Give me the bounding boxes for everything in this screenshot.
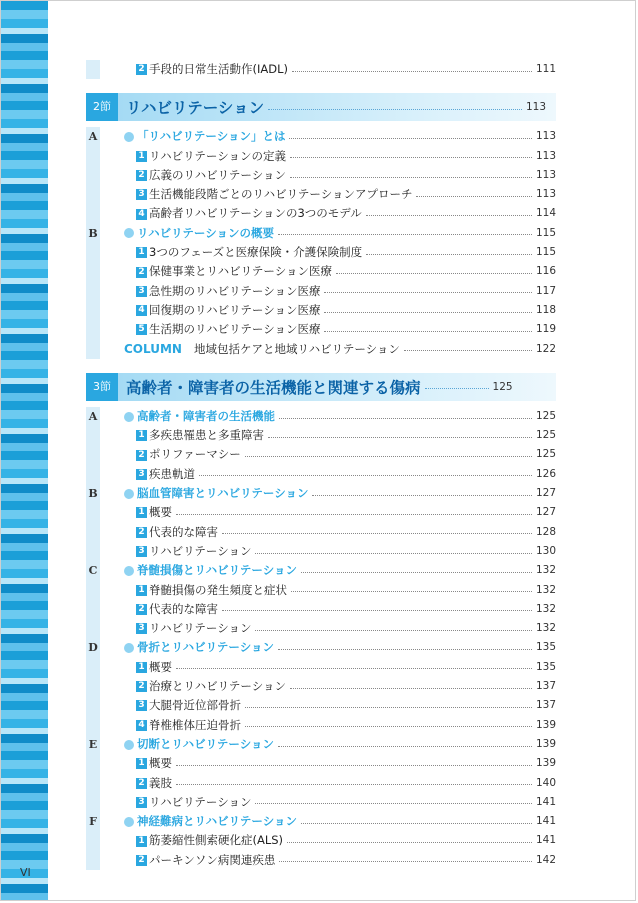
dot-leader bbox=[245, 707, 532, 708]
column-label: COLUMN bbox=[124, 341, 182, 356]
item-number-badge: 2 bbox=[136, 527, 147, 538]
gutter-band bbox=[86, 793, 100, 812]
toc-item[interactable] bbox=[86, 696, 556, 715]
toc-item[interactable] bbox=[86, 503, 556, 522]
item-page-number: 115 bbox=[535, 246, 556, 259]
gutter-band bbox=[86, 503, 100, 522]
dot-leader bbox=[278, 234, 532, 235]
gutter-band bbox=[86, 696, 100, 715]
toc-item[interactable] bbox=[86, 542, 556, 561]
gutter-band bbox=[86, 831, 100, 850]
toc-item-entry bbox=[136, 204, 556, 223]
column-title: 地域包括ケアと地域リハビリテーション bbox=[193, 341, 400, 356]
item-page-number: 139 bbox=[535, 757, 556, 770]
item-page-number: 128 bbox=[535, 525, 556, 538]
dot-leader bbox=[278, 746, 532, 747]
group-letter: B bbox=[88, 487, 98, 501]
toc-item[interactable] bbox=[86, 716, 556, 735]
gutter-band bbox=[86, 60, 100, 79]
toc-group-entry bbox=[124, 127, 556, 146]
item-number-badge: 5 bbox=[136, 324, 147, 335]
item-label: リハビリテーション bbox=[149, 543, 252, 558]
dot-leader bbox=[324, 312, 531, 313]
toc-item[interactable] bbox=[86, 754, 556, 773]
item-number-badge: 3 bbox=[136, 700, 147, 711]
section-heading[interactable] bbox=[86, 373, 556, 401]
item-number-badge: 2 bbox=[136, 681, 147, 692]
gutter-band bbox=[86, 166, 100, 185]
toc-item-entry bbox=[136, 793, 556, 812]
section-label: 2節 bbox=[86, 93, 118, 121]
toc-item-entry bbox=[136, 320, 556, 339]
item-label: 疾患軌道 bbox=[149, 466, 195, 481]
toc-item-entry bbox=[136, 523, 556, 542]
item-page-number: 126 bbox=[535, 467, 556, 480]
group-letter: A bbox=[88, 409, 98, 423]
dot-leader bbox=[425, 388, 489, 389]
toc-item-entry bbox=[136, 542, 556, 561]
toc-item-entry bbox=[136, 677, 556, 696]
gutter-band bbox=[86, 465, 100, 484]
dot-leader bbox=[222, 533, 532, 534]
toc-item[interactable] bbox=[86, 426, 556, 445]
dot-leader bbox=[199, 475, 532, 476]
dot-leader bbox=[279, 418, 532, 419]
toc-item-entry bbox=[136, 301, 556, 320]
item-label: 概要 bbox=[149, 505, 172, 520]
item-number-badge: 2 bbox=[136, 778, 147, 789]
group-page-number: 115 bbox=[535, 226, 556, 239]
group-letter: A bbox=[88, 130, 98, 144]
item-page-number: 132 bbox=[535, 583, 556, 596]
circle-bullet-icon bbox=[124, 228, 134, 238]
dot-leader bbox=[255, 630, 531, 631]
group-page-number: 139 bbox=[535, 737, 556, 750]
toc-item-entry bbox=[136, 166, 556, 185]
toc-group-heading[interactable] bbox=[86, 561, 556, 580]
toc-item-entry bbox=[136, 262, 556, 281]
gutter-band bbox=[86, 619, 100, 638]
gutter-band bbox=[86, 677, 100, 696]
item-number-badge: 3 bbox=[136, 623, 147, 634]
toc-item[interactable] bbox=[86, 600, 556, 619]
toc-group-entry bbox=[124, 224, 556, 243]
item-label: 大腿骨近位部骨折 bbox=[149, 698, 241, 713]
toc-group-entry bbox=[124, 735, 556, 754]
toc-item[interactable] bbox=[86, 243, 556, 262]
toc-item[interactable] bbox=[86, 282, 556, 301]
item-number-badge: 1 bbox=[136, 507, 147, 518]
item-label: 治療とリハビリテーション bbox=[149, 679, 286, 694]
dot-leader bbox=[279, 861, 532, 862]
toc-item-entry bbox=[136, 851, 556, 870]
dot-leader bbox=[301, 572, 532, 573]
toc-item-entry bbox=[136, 503, 556, 522]
dot-leader bbox=[176, 784, 532, 785]
toc-item[interactable] bbox=[86, 204, 556, 223]
toc-item[interactable] bbox=[86, 262, 556, 281]
toc-item[interactable] bbox=[86, 793, 556, 812]
dot-leader bbox=[324, 331, 531, 332]
item-page-number: 113 bbox=[535, 168, 556, 181]
dot-leader bbox=[416, 196, 531, 197]
dot-leader bbox=[290, 157, 532, 158]
item-number-badge: 2 bbox=[136, 855, 147, 866]
group-title: 高齢者・障害者の生活機能 bbox=[137, 408, 275, 423]
gutter-band bbox=[86, 851, 100, 870]
item-page-number: 132 bbox=[535, 622, 556, 635]
toc-item[interactable] bbox=[86, 301, 556, 320]
gutter-band bbox=[86, 581, 100, 600]
item-number-badge: 3 bbox=[136, 469, 147, 480]
group-title: リハビリテーションの概要 bbox=[137, 225, 274, 240]
item-number-badge: 1 bbox=[136, 247, 147, 258]
gutter-band bbox=[86, 658, 100, 677]
item-label: 代表的な障害 bbox=[149, 601, 218, 616]
dot-leader bbox=[255, 553, 531, 554]
toc-item[interactable] bbox=[86, 658, 556, 677]
group-letter: D bbox=[88, 641, 98, 655]
item-page-number: 119 bbox=[535, 323, 556, 336]
section-title: リハビリテーション bbox=[126, 99, 265, 118]
toc-item[interactable] bbox=[86, 774, 556, 793]
item-page-number: 125 bbox=[535, 429, 556, 442]
item-page-number: 114 bbox=[535, 207, 556, 220]
dot-leader bbox=[287, 842, 532, 843]
item-label: 脊髄損傷の発生頻度と症状 bbox=[149, 582, 287, 597]
dot-leader bbox=[245, 726, 532, 727]
item-label: 高齢者リハビリテーションの3つのモデル bbox=[149, 206, 362, 221]
toc-item-entry bbox=[136, 619, 556, 638]
item-number-badge: 1 bbox=[136, 430, 147, 441]
item-page-number: 113 bbox=[535, 188, 556, 201]
circle-bullet-icon bbox=[124, 643, 134, 653]
toc-group-entry bbox=[124, 812, 556, 831]
toc-item[interactable] bbox=[86, 147, 556, 166]
item-label: リハビリテーション bbox=[149, 794, 252, 809]
gutter-band bbox=[86, 320, 100, 339]
group-letter: F bbox=[89, 815, 97, 829]
group-page-number: 141 bbox=[535, 815, 556, 828]
toc-group-heading[interactable] bbox=[86, 638, 556, 657]
group-page-number: 113 bbox=[535, 130, 556, 143]
item-label: 概要 bbox=[149, 659, 172, 674]
toc-item[interactable] bbox=[86, 581, 556, 600]
item-page-number: 118 bbox=[535, 303, 556, 316]
item-number-badge: 4 bbox=[136, 209, 147, 220]
dot-leader bbox=[336, 273, 532, 274]
gutter-band bbox=[86, 301, 100, 320]
item-label: 広義のリハビリテーション bbox=[149, 167, 286, 182]
toc-item-entry bbox=[136, 243, 556, 262]
item-label: ポリファーマシー bbox=[149, 447, 241, 462]
decorative-side-stripe bbox=[1, 1, 48, 900]
group-page-number: 132 bbox=[535, 564, 556, 577]
item-page-number: 142 bbox=[535, 853, 556, 866]
item-number-badge: 2 bbox=[136, 604, 147, 615]
group-title: 脊髄損傷とリハビリテーション bbox=[137, 563, 297, 578]
item-label: 回復期のリハビリテーション医療 bbox=[149, 302, 321, 317]
item-number-badge: 1 bbox=[136, 662, 147, 673]
toc-item-entry bbox=[136, 147, 556, 166]
toc-item-entry bbox=[136, 185, 556, 204]
item-number-badge: 3 bbox=[136, 546, 147, 557]
item-page-number: 130 bbox=[535, 544, 556, 557]
toc-item-entry bbox=[136, 600, 556, 619]
item-label: 急性期のリハビリテーション医療 bbox=[149, 283, 321, 298]
group-letter: C bbox=[88, 564, 98, 578]
toc-item[interactable] bbox=[86, 619, 556, 638]
dot-leader bbox=[312, 495, 531, 496]
item-label: 3つのフェーズと医療保険・介護保険制度 bbox=[149, 245, 363, 260]
gutter-band bbox=[86, 523, 100, 542]
item-number-badge: 1 bbox=[136, 836, 147, 847]
toc-item[interactable] bbox=[86, 677, 556, 696]
group-page-number: 125 bbox=[535, 409, 556, 422]
toc-group-heading[interactable] bbox=[86, 735, 556, 754]
item-label: 生活期のリハビリテーション医療 bbox=[149, 322, 321, 337]
dot-leader bbox=[222, 610, 532, 611]
toc-group-heading[interactable] bbox=[86, 127, 556, 146]
item-number-badge: 1 bbox=[136, 758, 147, 769]
item-number-badge: 3 bbox=[136, 286, 147, 297]
toc-item-entry bbox=[136, 774, 556, 793]
item-label: 脊椎椎体圧迫骨折 bbox=[149, 717, 241, 732]
group-page-number: 135 bbox=[535, 641, 556, 654]
item-label: 多疾患罹患と多重障害 bbox=[149, 428, 264, 443]
circle-bullet-icon bbox=[124, 132, 134, 142]
group-title: 切断とリハビリテーション bbox=[137, 736, 274, 751]
dot-leader bbox=[268, 437, 532, 438]
item-label: 代表的な障害 bbox=[149, 524, 218, 539]
group-letter: E bbox=[88, 737, 98, 751]
dot-leader bbox=[278, 649, 532, 650]
item-page-number: 125 bbox=[535, 448, 556, 461]
toc-item[interactable] bbox=[86, 445, 556, 464]
circle-bullet-icon bbox=[124, 566, 134, 576]
gutter-band bbox=[86, 445, 100, 464]
item-page-number: 117 bbox=[535, 284, 556, 297]
toc-group-entry bbox=[124, 484, 556, 503]
item-number-badge: 4 bbox=[136, 720, 147, 731]
item-page-number: 139 bbox=[535, 718, 556, 731]
page-number: VI bbox=[20, 866, 31, 879]
item-label: リハビリテーション bbox=[149, 621, 252, 636]
gutter-band bbox=[86, 426, 100, 445]
toc-item[interactable] bbox=[86, 523, 556, 542]
dot-leader bbox=[255, 803, 531, 804]
table-of-contents bbox=[86, 60, 556, 870]
toc-column-entry[interactable] bbox=[86, 340, 556, 359]
toc-item-entry bbox=[136, 426, 556, 445]
circle-bullet-icon bbox=[124, 740, 134, 750]
circle-bullet-icon bbox=[124, 489, 134, 499]
gutter-band bbox=[86, 774, 100, 793]
toc-item-entry bbox=[136, 282, 556, 301]
gutter-band bbox=[86, 147, 100, 166]
item-number-badge: 3 bbox=[136, 797, 147, 808]
item-label: 生活機能段階ごとのリハビリテーションアプローチ bbox=[149, 187, 413, 202]
gutter-band bbox=[86, 243, 100, 262]
toc-group-entry bbox=[124, 638, 556, 657]
toc-item-entry bbox=[136, 831, 556, 850]
item-number-badge: 2 bbox=[136, 450, 147, 461]
dot-leader bbox=[290, 177, 532, 178]
item-page-number: 132 bbox=[535, 602, 556, 615]
item-label: 筋萎縮性側索硬化症(ALS) bbox=[149, 833, 284, 848]
dot-leader bbox=[366, 215, 532, 216]
toc-group-heading[interactable] bbox=[86, 407, 556, 426]
section-page-number: 113 bbox=[525, 101, 546, 114]
section-label: 3節 bbox=[86, 373, 118, 401]
gutter-band bbox=[86, 204, 100, 223]
item-page-number: 137 bbox=[535, 680, 556, 693]
toc-item-entry bbox=[136, 445, 556, 464]
toc-item[interactable] bbox=[86, 166, 556, 185]
dot-leader bbox=[289, 138, 531, 139]
toc-item[interactable] bbox=[86, 185, 556, 204]
item-page-number: 127 bbox=[535, 506, 556, 519]
dot-leader bbox=[290, 688, 532, 689]
item-number-badge: 1 bbox=[136, 585, 147, 596]
toc-group-heading[interactable] bbox=[86, 224, 556, 243]
toc-item[interactable] bbox=[86, 320, 556, 339]
toc-item-entry bbox=[136, 658, 556, 677]
toc-item[interactable] bbox=[86, 60, 556, 79]
toc-item[interactable] bbox=[86, 465, 556, 484]
group-title: 骨折とリハビリテーション bbox=[137, 640, 274, 655]
dot-leader bbox=[366, 254, 532, 255]
dot-leader bbox=[301, 823, 532, 824]
item-page-number: 113 bbox=[535, 149, 556, 162]
item-label: リハビリテーションの定義 bbox=[149, 148, 286, 163]
section-heading[interactable] bbox=[86, 93, 556, 121]
gutter-band bbox=[86, 716, 100, 735]
item-number-badge: 2 bbox=[136, 64, 147, 75]
item-page-number: 140 bbox=[535, 776, 556, 789]
dot-leader bbox=[324, 292, 531, 293]
dot-leader bbox=[291, 591, 532, 592]
toc-item-entry bbox=[136, 754, 556, 773]
gutter-band bbox=[86, 340, 100, 359]
item-label: パーキンソン病関連疾患 bbox=[149, 852, 276, 867]
dot-leader bbox=[176, 514, 532, 515]
dot-leader bbox=[176, 668, 532, 669]
item-number-badge: 3 bbox=[136, 189, 147, 200]
gutter-band bbox=[86, 262, 100, 281]
gutter-band bbox=[86, 542, 100, 561]
item-page-number: 137 bbox=[535, 699, 556, 712]
dot-leader bbox=[268, 109, 522, 110]
circle-bullet-icon bbox=[124, 412, 134, 422]
item-number-badge: 4 bbox=[136, 305, 147, 316]
section-title: 高齢者・障害者の生活機能と関連する傷病 bbox=[126, 378, 421, 397]
group-title: 脳血管障害とリハビリテーション bbox=[137, 486, 309, 501]
item-label: 手段的日常生活動作(IADL) bbox=[149, 62, 288, 76]
column-page-number: 122 bbox=[535, 342, 556, 355]
column-entry bbox=[124, 340, 556, 359]
toc-group-heading[interactable] bbox=[86, 812, 556, 831]
item-page-number: 141 bbox=[535, 834, 556, 847]
dot-leader bbox=[176, 765, 532, 766]
gutter-band bbox=[86, 185, 100, 204]
toc-item-entry bbox=[136, 716, 556, 735]
toc-item-entry bbox=[136, 696, 556, 715]
gutter-band bbox=[86, 600, 100, 619]
dot-leader bbox=[404, 350, 532, 351]
gutter-band bbox=[86, 282, 100, 301]
section-page-number: 125 bbox=[492, 380, 513, 393]
circle-bullet-icon bbox=[124, 817, 134, 827]
group-title: 「リハビリテーション」とは bbox=[137, 129, 286, 144]
toc-item[interactable] bbox=[86, 851, 556, 870]
item-page-number: 111 bbox=[535, 63, 556, 75]
item-page-number: 135 bbox=[535, 660, 556, 673]
dot-leader bbox=[245, 456, 532, 457]
toc-item-entry bbox=[136, 60, 556, 79]
toc-group-entry bbox=[124, 561, 556, 580]
item-number-badge: 2 bbox=[136, 170, 147, 181]
toc-item[interactable] bbox=[86, 831, 556, 850]
toc-group-heading[interactable] bbox=[86, 484, 556, 503]
item-label: 概要 bbox=[149, 756, 172, 771]
item-page-number: 116 bbox=[535, 265, 556, 278]
item-label: 保健事業とリハビリテーション医療 bbox=[149, 264, 332, 279]
toc-group-entry bbox=[124, 407, 556, 426]
dot-leader bbox=[292, 71, 532, 72]
item-number-badge: 2 bbox=[136, 267, 147, 278]
item-number-badge: 1 bbox=[136, 151, 147, 162]
group-title: 神経難病とリハビリテーション bbox=[137, 814, 297, 829]
group-letter: B bbox=[88, 226, 98, 240]
toc-item-entry bbox=[136, 465, 556, 484]
toc-item-entry bbox=[136, 581, 556, 600]
group-page-number: 127 bbox=[535, 487, 556, 500]
item-label: 義肢 bbox=[149, 775, 172, 790]
item-page-number: 141 bbox=[535, 795, 556, 808]
gutter-band bbox=[86, 754, 100, 773]
